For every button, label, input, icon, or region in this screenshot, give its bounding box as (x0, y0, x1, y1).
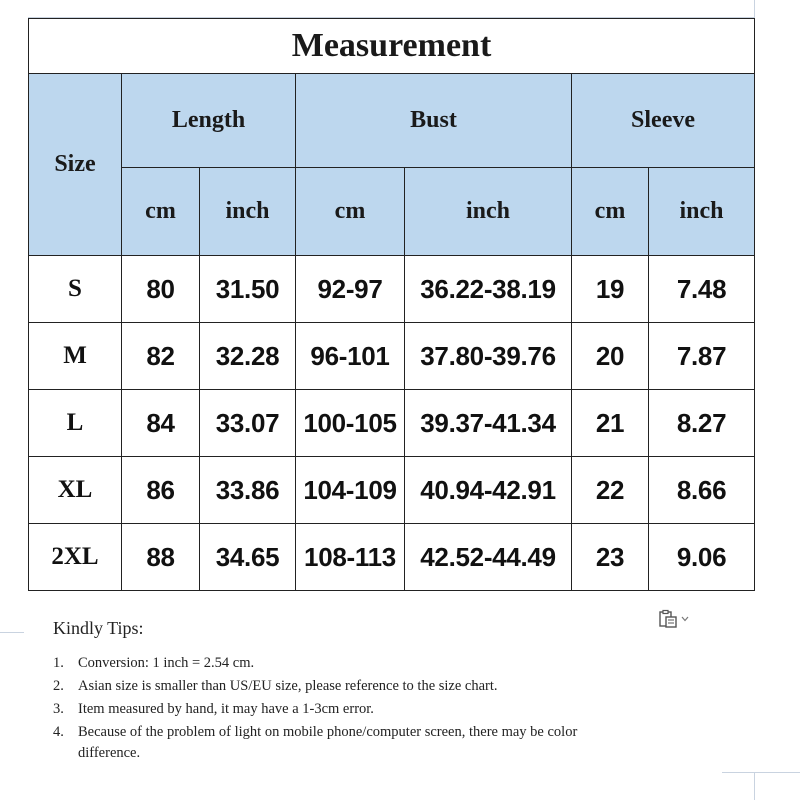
list-item (53, 676, 653, 697)
sleeve-cm-cell: 22 (572, 457, 649, 524)
length-inch-cell: 31.50 (200, 256, 296, 323)
sleeve-cm-cell: 23 (572, 524, 649, 591)
table-row (29, 323, 755, 390)
length-inch-cell: 33.86 (200, 457, 296, 524)
bust-header: Bust (296, 74, 572, 168)
size-cell: L (29, 390, 122, 457)
list-item-number: 1. (53, 655, 64, 671)
size-cell: M (29, 323, 122, 390)
sleeve-cm-cell: 21 (572, 390, 649, 457)
bust-cm-cell: 100-105 (296, 390, 405, 457)
list-item (53, 653, 653, 674)
page-guide-corner (754, 772, 755, 800)
length-inch-cell: 33.07 (200, 390, 296, 457)
length-cm-cell: 86 (122, 457, 200, 524)
list-item-text: Item measured by hand, it may have a 1-3cm error. (78, 701, 374, 717)
table-row (29, 256, 755, 323)
measurement-table (28, 18, 755, 591)
bust-cm-cell: 104-109 (296, 457, 405, 524)
table-row (29, 457, 755, 524)
bust-inch-header: inch (405, 168, 572, 256)
paste-options-button[interactable] (658, 608, 698, 630)
size-cell: XL (29, 457, 122, 524)
tips-list (53, 653, 653, 764)
sleeve-cm-cell: 20 (572, 323, 649, 390)
length-inch-cell: 32.28 (200, 323, 296, 390)
sleeve-inch-cell: 8.66 (649, 457, 755, 524)
sleeve-inch-header: inch (649, 168, 755, 256)
list-item-number: 4. (53, 724, 64, 740)
list-item-text: Asian size is smaller than US/EU size, please reference to the size chart. (78, 678, 498, 694)
bust-inch-cell: 36.22-38.19 (405, 256, 572, 323)
bust-cm-header: cm (296, 168, 405, 256)
length-cm-cell: 82 (122, 323, 200, 390)
bust-inch-cell: 40.94-42.91 (405, 457, 572, 524)
list-item-text: Because of the problem of light on mobile phone/computer screen, there may be color difference. (78, 724, 578, 761)
list-item-text: Conversion: 1 inch = 2.54 cm. (78, 655, 255, 671)
length-inch-cell: 34.65 (200, 524, 296, 591)
bust-inch-cell: 42.52-44.49 (405, 524, 572, 591)
sleeve-header: Sleeve (572, 74, 755, 168)
bust-inch-cell: 39.37-41.34 (405, 390, 572, 457)
sleeve-cm-header: cm (572, 168, 649, 256)
sleeve-inch-cell: 7.48 (649, 256, 755, 323)
length-inch-header: inch (200, 168, 296, 256)
page-guide-right (754, 0, 755, 20)
length-cm-cell: 88 (122, 524, 200, 591)
table-row (29, 390, 755, 457)
list-item-number: 3. (53, 701, 64, 717)
table-row (29, 524, 755, 591)
bust-cm-cell: 92-97 (296, 256, 405, 323)
paste-options-icon (658, 609, 678, 629)
size-cell: S (29, 256, 122, 323)
table-title: Measurement (29, 19, 755, 74)
page-guide-left (0, 632, 24, 633)
size-cell: 2XL (29, 524, 122, 591)
tips-heading: Kindly Tips: (53, 618, 144, 638)
length-header: Length (122, 74, 296, 168)
measurement-table-container (28, 18, 754, 591)
length-cm-cell: 84 (122, 390, 200, 457)
length-cm-header: cm (122, 168, 200, 256)
list-item-number: 2. (53, 678, 64, 694)
sleeve-inch-cell: 7.87 (649, 323, 755, 390)
chevron-down-icon (681, 616, 689, 622)
sleeve-cm-cell: 19 (572, 256, 649, 323)
bust-cm-cell: 96-101 (296, 323, 405, 390)
length-cm-cell: 80 (122, 256, 200, 323)
page-guide-bottom-right (722, 772, 800, 773)
bust-inch-cell: 37.80-39.76 (405, 323, 572, 390)
size-header: Size (29, 74, 122, 256)
sleeve-inch-cell: 8.27 (649, 390, 755, 457)
list-item (53, 699, 653, 720)
list-item (53, 722, 653, 764)
bust-cm-cell: 108-113 (296, 524, 405, 591)
kindly-tips-section (53, 618, 653, 766)
sleeve-inch-cell: 9.06 (649, 524, 755, 591)
